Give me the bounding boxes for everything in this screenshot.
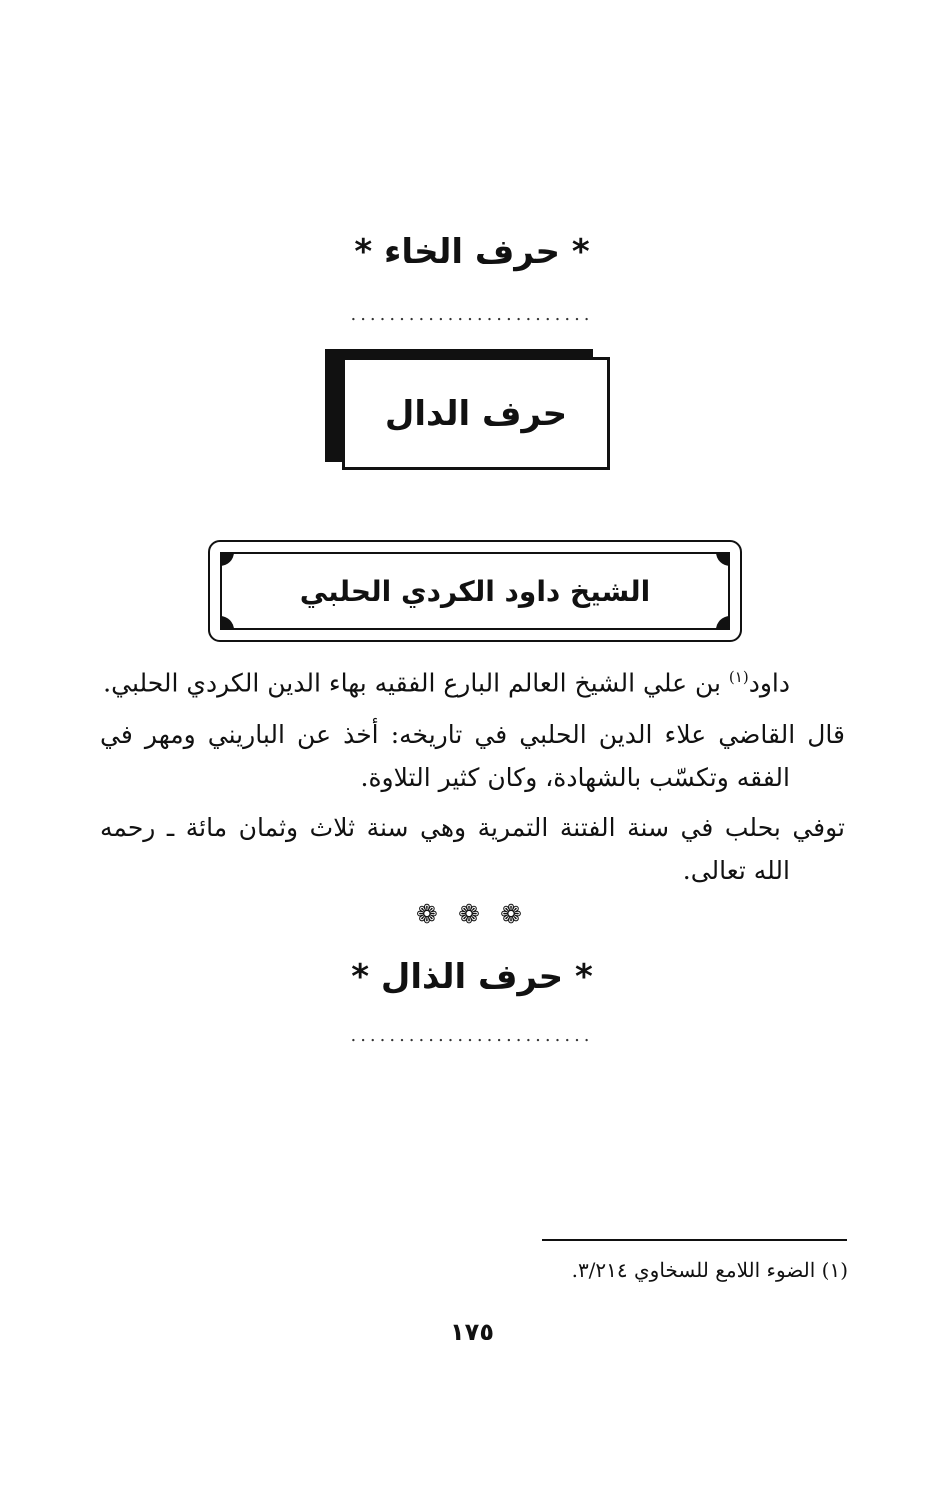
heading-dal-text: حرف الدال xyxy=(384,393,568,434)
entry-title-inner-frame xyxy=(220,552,730,630)
paragraph-3: توفي بحلب في سنة الفتنة التمرية وهي سنة ثلاث وثمان مائة ـ رحمه الله تعالى. xyxy=(100,813,845,885)
paragraph-2: قال القاضي علاء الدين الحلبي في تاريخه: أخذ عن الباريني ومهر في الفقه وتكسّب بالشهادة، وكان كثير التلاوة. xyxy=(100,720,845,792)
footnote-ref: (١) xyxy=(728,668,749,686)
dotted-separator-2: ......................... xyxy=(350,1025,594,1046)
footnote: (١) الضوء اللامع للسخاوي ٣/٢١٤. xyxy=(571,1258,848,1282)
star-separator: ❁ ❁ ❁ xyxy=(416,900,528,930)
dotted-separator-1: ......................... xyxy=(350,304,594,325)
page-number: ١٧٥ xyxy=(450,1318,494,1346)
footnote-rule xyxy=(542,1239,847,1241)
entry-title: الشيخ داود الكردي الحلبي xyxy=(299,574,651,608)
section-heading-dhal: * حرف الذال * xyxy=(351,957,593,997)
paragraph-1 xyxy=(100,656,790,704)
entry-title-frame xyxy=(208,540,742,642)
heading-box-dal xyxy=(342,357,610,470)
biography-name: داود xyxy=(748,668,790,698)
paragraph-1-text: بن علي الشيخ العالم البارع الفقيه بهاء الدين الكردي الحلبي. xyxy=(103,668,721,698)
section-heading-kha: * حرف الخاء * xyxy=(354,232,590,272)
